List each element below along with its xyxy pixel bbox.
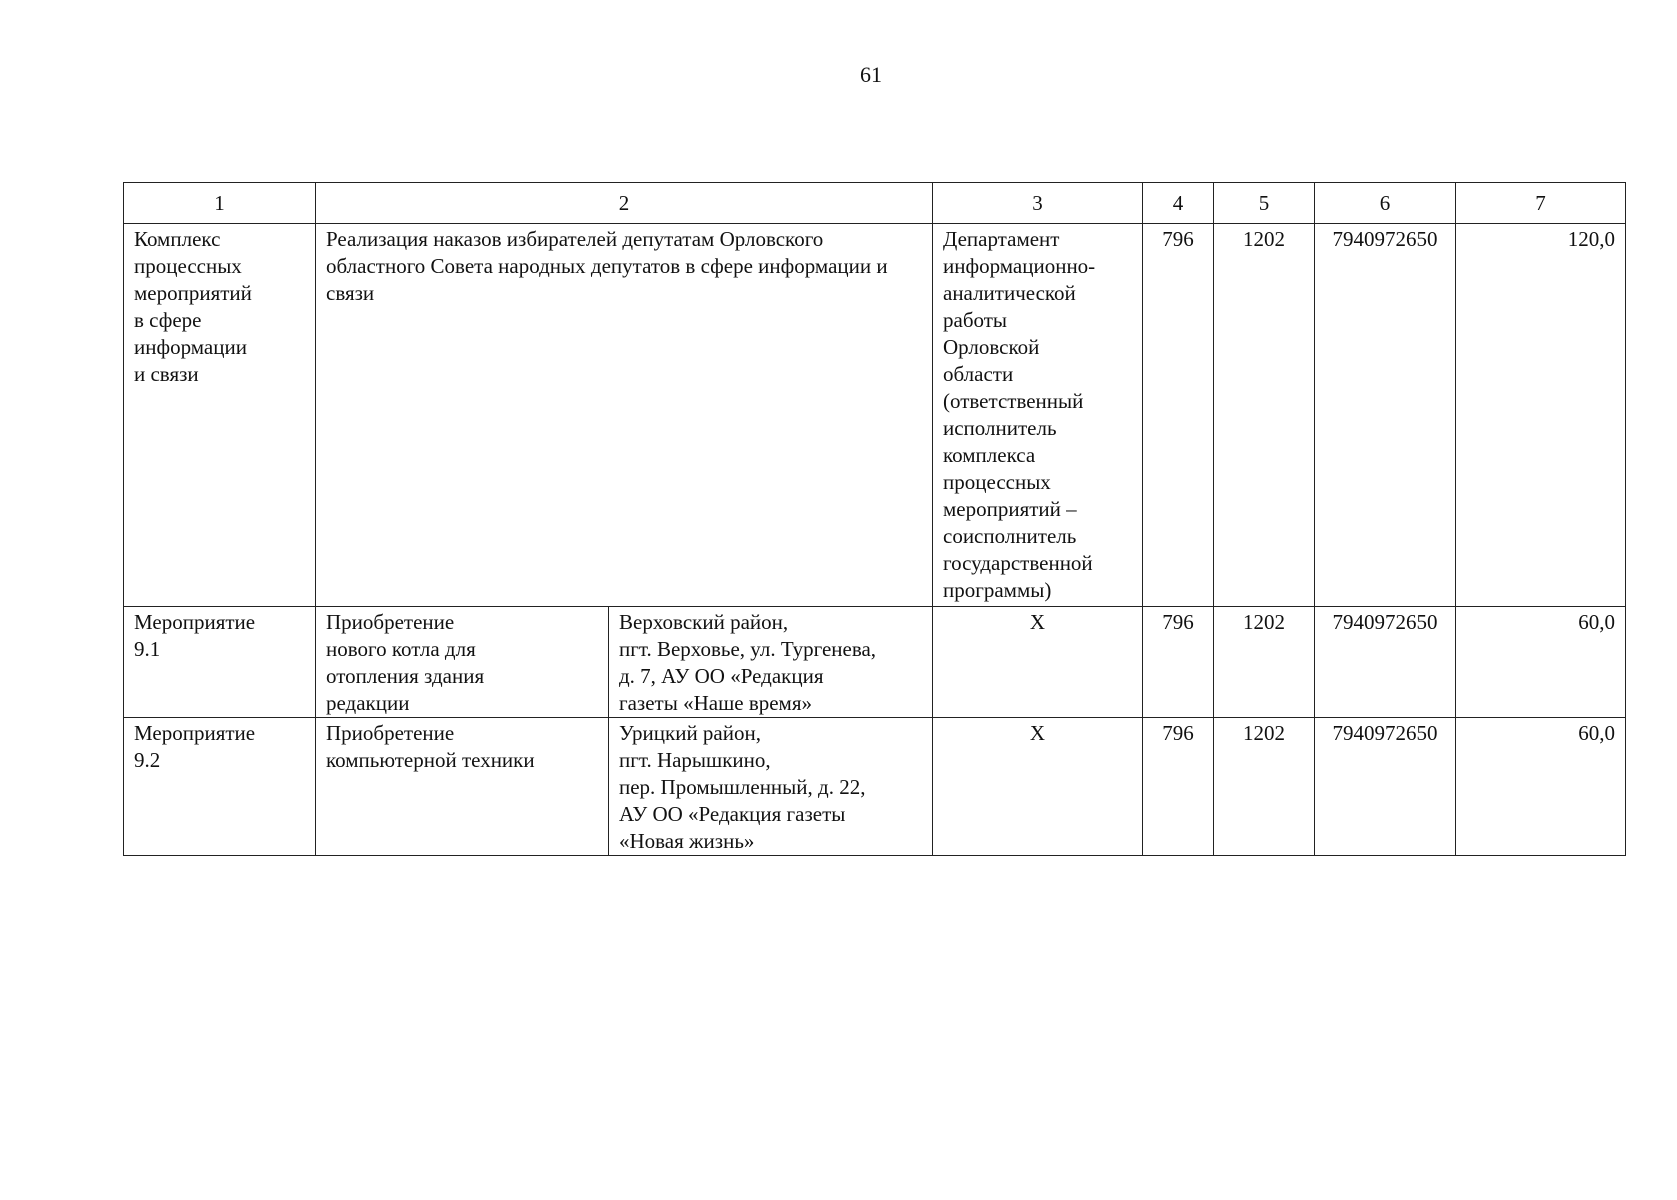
measure-col-3: Х — [933, 718, 1143, 856]
measure-name: Мероприятие 9.2 — [124, 718, 316, 856]
measure-place: Верховский район, пгт. Верховье, ул. Тургенева, д. 7, АУ ОО «Редакция газеты «Наше время» — [609, 607, 933, 718]
measure-col-5: 1202 — [1214, 718, 1315, 856]
table-row-complex — [124, 224, 1626, 607]
measure-col-7: 60,0 — [1456, 718, 1626, 856]
measure-action: Приобретение компьютерной техники — [316, 718, 609, 856]
complex-executor: Департамент информационно- аналитической работы Орловской области (ответственный исполнитель комплекса процессных мероприятий – соисполнитель государственной программы) — [933, 224, 1143, 607]
complex-description: Реализация наказов избирателей депутатам Орловского областного Совета народных депутатов в сфере информации и связи — [316, 224, 933, 607]
measure-col-6: 7940972650 — [1315, 718, 1456, 856]
table-header-row — [124, 183, 1626, 224]
complex-name: Комплекс процессных мероприятий в сфере информации и связи — [124, 224, 316, 607]
measure-col-4: 796 — [1143, 718, 1214, 856]
measure-action: Приобретение нового котла для отопления здания редакции — [316, 607, 609, 718]
complex-col-5: 1202 — [1214, 224, 1315, 607]
measure-col-5: 1202 — [1214, 607, 1315, 718]
measure-col-6: 7940972650 — [1315, 607, 1456, 718]
header-col-3: 3 — [933, 183, 1143, 224]
table-row-measure-9-1 — [124, 607, 1626, 718]
measure-col-7: 60,0 — [1456, 607, 1626, 718]
header-col-4: 4 — [1143, 183, 1214, 224]
header-col-6: 6 — [1315, 183, 1456, 224]
complex-col-7: 120,0 — [1456, 224, 1626, 607]
measure-place: Урицкий район, пгт. Нарышкино, пер. Промышленный, д. 22, АУ ОО «Редакция газеты «Новая жизнь» — [609, 718, 933, 856]
header-col-1: 1 — [124, 183, 316, 224]
table-row-measure-9-2 — [124, 718, 1626, 856]
measure-col-3: Х — [933, 607, 1143, 718]
header-col-5: 5 — [1214, 183, 1315, 224]
header-col-7: 7 — [1456, 183, 1626, 224]
measure-name: Мероприятие 9.1 — [124, 607, 316, 718]
measure-col-4: 796 — [1143, 607, 1214, 718]
header-col-2: 2 — [316, 183, 933, 224]
complex-col-4: 796 — [1143, 224, 1214, 607]
program-table — [123, 182, 1626, 856]
complex-col-6: 7940972650 — [1315, 224, 1456, 607]
page-number: 61 — [860, 62, 882, 87]
